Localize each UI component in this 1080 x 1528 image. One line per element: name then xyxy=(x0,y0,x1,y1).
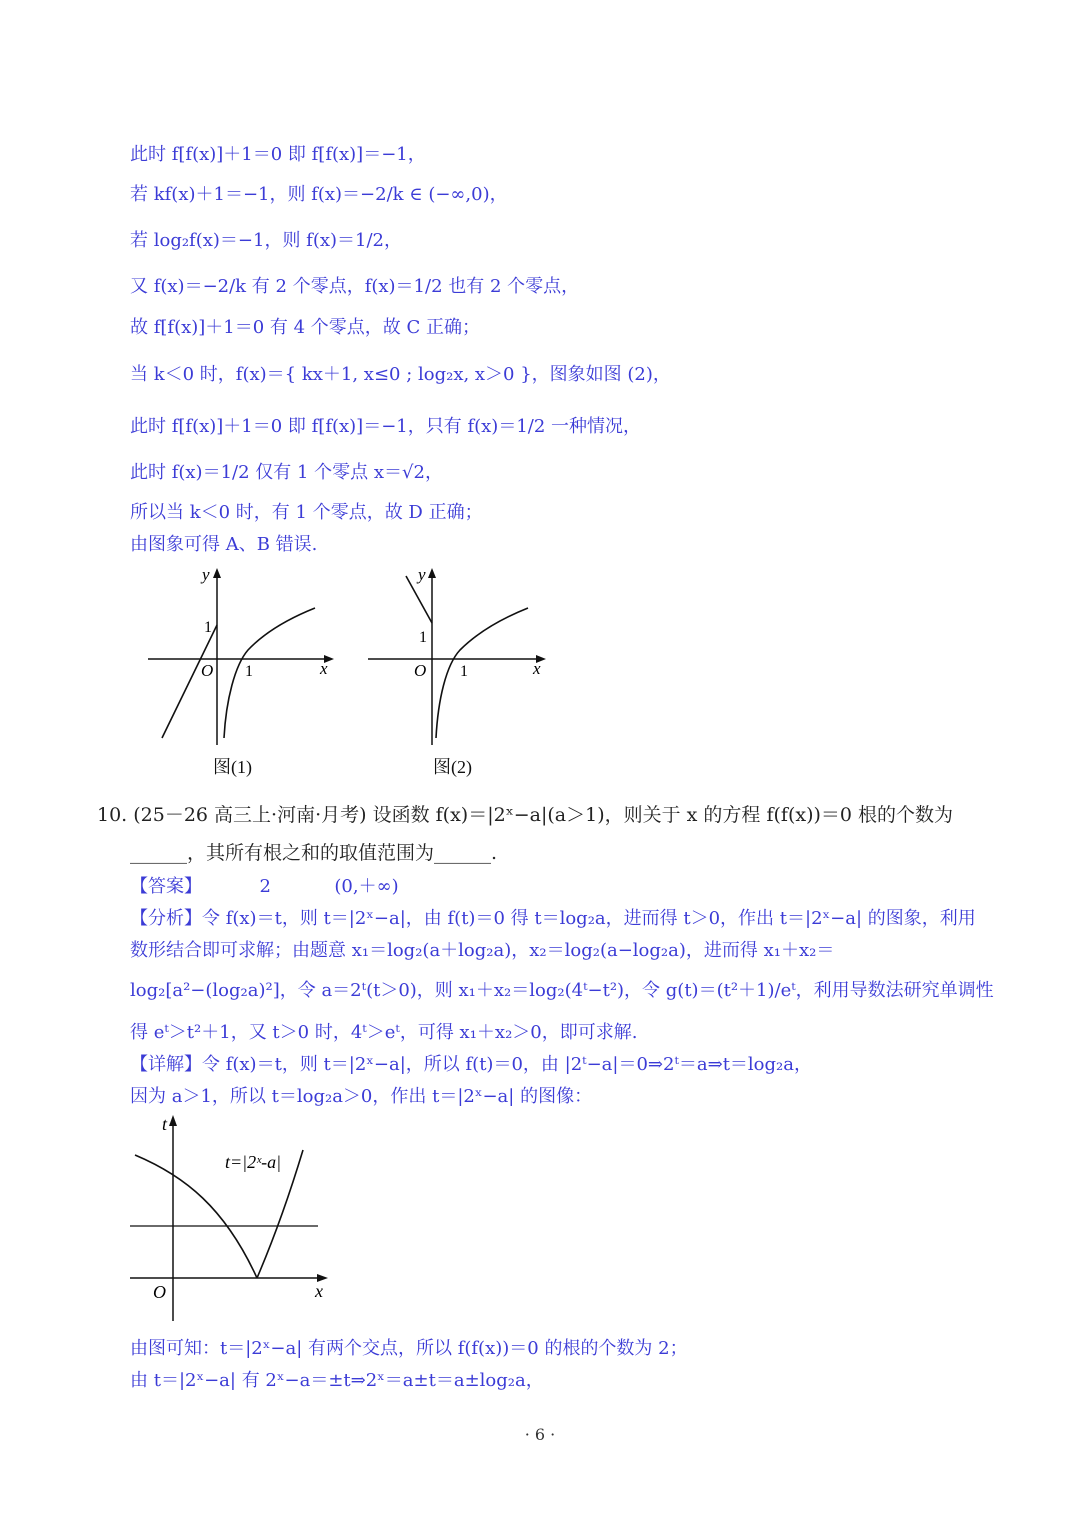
solution-line-10: 由图象可得 A、B 错误. xyxy=(130,534,318,555)
fig3-origin: O xyxy=(153,1282,166,1302)
figure-1-caption: 图(1) xyxy=(213,757,252,777)
answer-value-1: 2 xyxy=(259,876,271,897)
figure-1 xyxy=(140,560,340,750)
solution-line-4: 又 f(x)＝−2/k 有 2 个零点，f(x)＝1/2 也有 2 个零点， xyxy=(130,276,580,297)
detail-line-1: 【详解】令 f(x)＝t，则 t＝|2ˣ−a|，所以 f(t)＝0，由 |2ᵗ−a|＝0⇒2ᵗ＝a⇒t＝log₂a， xyxy=(130,1054,812,1075)
analysis-line-2: 数形结合即可求解；由题意 x₁＝log₂(a＋log₂a)，x₂＝log₂(a−log₂a)，进而得 x₁＋x₂＝ xyxy=(130,940,835,961)
fig3-y-label: t xyxy=(162,1114,168,1134)
answer-tag: 【答案】 xyxy=(130,876,202,897)
solution-line-5: 故 f[f(x)]＋1＝0 有 4 个零点，故 C 正确； xyxy=(130,317,481,338)
solution-line-2: 若 kf(x)＋1＝−1，则 f(x)＝−2/k ∈ (−∞,0)， xyxy=(130,184,508,205)
page-number: · 6 · xyxy=(524,1425,556,1444)
figure-3 xyxy=(125,1108,345,1328)
solution-line-7: 此时 f[f(x)]＋1＝0 即 f[f(x)]＝−1，只有 f(x)＝1/2 一种情况， xyxy=(130,416,642,437)
solution-line-1: 此时 f[f(x)]＋1＝0 即 f[f(x)]＝−1， xyxy=(130,144,426,165)
fig2-one-x: 1 xyxy=(460,663,468,680)
fig1-one-y: 1 xyxy=(204,619,212,636)
fig1-y-label: y xyxy=(202,565,210,584)
fig2-y-label: y xyxy=(418,565,426,584)
fig2-one-y: 1 xyxy=(419,629,427,646)
fig1-one-x: 1 xyxy=(245,663,253,680)
fig3-x-label: x xyxy=(315,1281,323,1301)
solution-line-9: 所以当 k＜0 时，有 1 个零点，故 D 正确； xyxy=(130,502,483,523)
figure-2 xyxy=(360,560,560,750)
fig2-origin: O xyxy=(414,661,427,680)
answer-row xyxy=(130,872,399,898)
solution-line-3: 若 log₂f(x)＝−1，则 f(x)＝1/2， xyxy=(130,230,402,251)
solution-line-8: 此时 f(x)＝1/2 仅有 1 个零点 x＝√2， xyxy=(130,462,443,483)
analysis-line-3: log₂[a²−(log₂a)²]，令 a＝2ᵗ(t＞0)，则 x₁＋x₂＝log₂(4ᵗ−t²)，令 g(t)＝(t²＋1)/eᵗ，利用导数法研究单调性 xyxy=(130,980,994,1001)
fig3-curve-label: t=|2ˣ-a| xyxy=(225,1152,282,1172)
question-10-line-1: 10. (25－26 高三上·河南·月考) 设函数 f(x)＝|2ˣ−a|(a＞1)，则关于 x 的方程 f(f(x))＝0 根的个数为 xyxy=(97,804,954,826)
fig1-x-label: x xyxy=(320,659,328,678)
answer-value-2: (0,＋∞) xyxy=(334,876,399,897)
analysis-line-1: 【分析】令 f(x)＝t，则 t＝|2ˣ−a|，由 f(t)＝0 得 t＝log₂a，进而得 t＞0，作出 t＝|2ˣ−a| 的图象，利用 xyxy=(130,908,976,929)
solution-line-6: 当 k＜0 时，f(x)＝{ kx＋1, x≤0 ; log₂x, x＞0 }，图象如图 (2)， xyxy=(130,364,671,385)
detail-line-2: 因为 a＞1，所以 t＝log₂a＞0，作出 t＝|2ˣ−a| 的图像： xyxy=(130,1086,593,1107)
tail-line-1: 由图可知：t＝|2ˣ−a| 有两个交点，所以 f(f(x))＝0 的根的个数为 2； xyxy=(130,1338,688,1359)
fig1-origin: O xyxy=(201,661,214,680)
tail-line-2: 由 t＝|2ˣ−a| 有 2ˣ−a＝±t⇒2ˣ＝a±t＝a±log₂a， xyxy=(130,1370,544,1391)
analysis-line-4: 得 eᵗ＞t²＋1，又 t＞0 时，4ᵗ＞eᵗ，可得 x₁＋x₂＞0，即可求解. xyxy=(130,1022,638,1043)
figure-2-caption: 图(2) xyxy=(433,757,472,777)
question-10-line-2: ______，其所有根之和的取值范围为______. xyxy=(130,842,498,864)
fig2-x-label: x xyxy=(533,659,541,678)
